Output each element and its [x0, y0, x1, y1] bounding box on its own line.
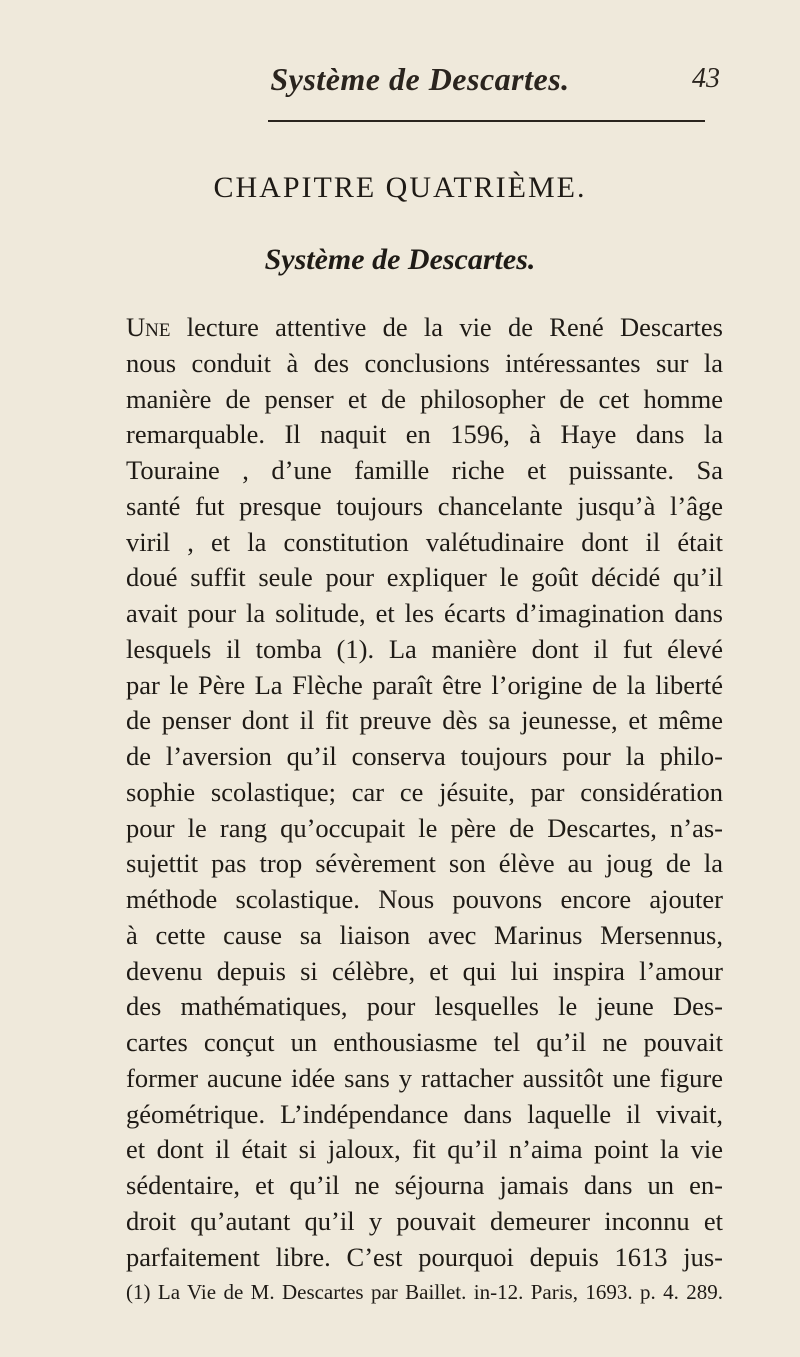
chapter-title: CHAPITRE QUATRIÈME.: [213, 171, 587, 204]
text-line: devenu depuis si célèbre, et qui lui inspira l’amour: [126, 955, 723, 986]
text-line: par le Père La Flèche paraît être l’origine de la liberté: [126, 669, 723, 700]
text-line: manière de penser et de philosopher de cet homme: [126, 383, 723, 414]
text-line: méthode scolastique. Nous pouvons encore ajouter: [126, 884, 723, 914]
text-line: former aucune idée sans y rattacher aussitôt une figure: [126, 1062, 723, 1093]
header-rule: [268, 120, 705, 122]
body-text: [126, 310, 723, 1275]
text-line: de l’aversion qu’il conserva toujours pour la philo-: [126, 741, 723, 771]
text-line: droit qu’autant qu’il y pouvait demeurer inconnu et: [126, 1205, 723, 1236]
text-line: [126, 310, 723, 346]
text-line: et dont il était si jaloux, fit qu’il n’aima point la vie: [126, 1134, 723, 1165]
text-line: géométrique. L’indépendance dans laquelle il vivait,: [126, 1098, 723, 1129]
footnote: (1) La Vie de M. Descartes par Baillet. in-12. Paris, 1693. p. 4. 289.: [126, 1280, 723, 1304]
text-line: viril , et la constitution valétudinaire dont il était: [126, 526, 723, 557]
text-line: lesquels il tomba (1). La manière dont il fut élevé: [126, 633, 723, 664]
opening-word: Une: [126, 312, 171, 342]
text-line: à cette cause sa liaison avec Marinus Mersennus,: [126, 919, 723, 950]
text-line: avait pour la solitude, et les écarts d’imagination dans: [126, 598, 723, 628]
running-head-title: Système de Descartes.: [270, 61, 570, 97]
text-line: cartes conçut un enthousiasme tel qu’il ne pouvait: [126, 1027, 723, 1057]
text-line: doué suffit seule pour expliquer le goût décidé qu’il: [126, 562, 723, 593]
text-line: parfaitement libre. C’est pourquoi depuis 1613 jus-: [126, 1241, 723, 1272]
text-line: remarquable. Il naquit en 1596, à Haye dans la: [126, 419, 723, 450]
text-line: des mathématiques, pour lesquelles le jeune Des-: [126, 991, 723, 1022]
text-line: sédentaire, et qu’il ne séjourna jamais dans un en-: [126, 1170, 723, 1200]
text-line: Touraine , d’une famille riche et puissante. Sa: [126, 455, 723, 485]
text-line: de penser dont il fit preuve dès sa jeunesse, et même: [126, 705, 723, 736]
running-head: [120, 62, 720, 96]
text-line: santé fut presque toujours chancelante jusqu’à l’âge: [126, 490, 723, 521]
text-line: pour le rang qu’occupait le père de Descartes, n’as-: [126, 812, 723, 843]
text-line: sujettit pas trop sévèrement son élève au joug de la: [126, 848, 723, 879]
page-number: 43: [692, 63, 720, 94]
text-line-content: lecture attentive de la vie de René Descartes: [170, 312, 723, 342]
text-line: nous conduit à des conclusions intéressantes sur la: [126, 347, 723, 378]
text-line: sophie scolastique; car ce jésuite, par considération: [126, 776, 723, 807]
section-title: Système de Descartes.: [264, 243, 536, 276]
